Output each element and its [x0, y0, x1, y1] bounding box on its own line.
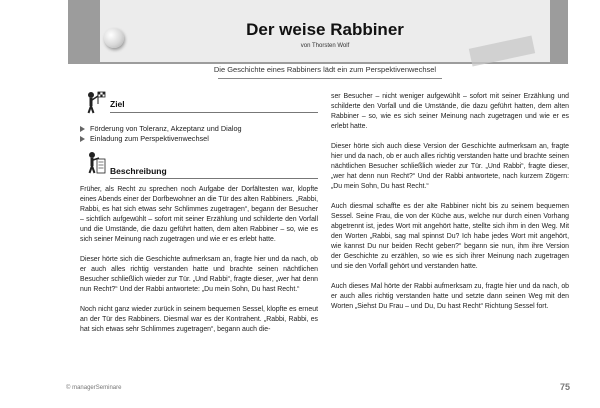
page-title: Der weise Rabbiner: [246, 20, 404, 39]
subtitle-rule: [218, 78, 442, 79]
paragraph: Dieser hörte sich die Geschichte aufmerksam an, fragte hier und da nach, ob er auch alles richtig verstanden hatte und brachte seinen nächtlichen Besucher schließlich wieder zur Tür. „Und Rabbi“, fragte dieser, „wer hat denn nun Recht?“ Und der Rabbi antwortete: „Du mein Sohn, Du hast Recht.“: [80, 256, 318, 293]
lecturer-figure-icon: [84, 150, 106, 174]
paragraph: Dieser hörte sich auch diese Version der Geschichte aufmerksam an, fragte hier und da nach, ob er auch alles richtig verstanden hatte und brachte seinen nächtlichen Besucher schließlich wieder zur Tür. „Und Rabbi“, fragte dieser, „wer hat denn nun Recht?“ Und der Rabbi antwortete, nach kurzem Zögern: „Du mein Sohn, Du hast Recht.“: [331, 143, 569, 190]
section-heading-ziel: Ziel: [110, 99, 125, 109]
right-column: [331, 92, 569, 322]
paragraph: ser Besucher – nicht weniger aufgewühlt – sofort mit seiner Erzählung und schilderte den Vorfall und die Umstände, die dazu geführt hatten, dem alten Rabbiner – so, wie es sich seiner Meinung nach zugetragen und wie er es erlebt hatte.: [331, 93, 569, 130]
paragraph: Früher, als Recht zu sprechen noch Aufgabe der Dorfältesten war, klopfte eines Abends einer der Dorfbewohner an die Tür des alten Rabbiners. „Rabbi, Rabbi, es hat sich etwas sehr Schlimmes zugetragen“, begann der Besucher – sichtlich aufgewühlt – sofort mit seiner Erzählung und schilderte den Vorfall und die Umstände, die dazu geführt hatten, dem alten Rabbiner – so, wie es sich seiner Meinung nach zugetragen und wie er es erlebt hatte.: [80, 186, 318, 243]
list-item: Einladung zum Perspektivenwechsel: [80, 134, 320, 144]
page-subtitle: Die Geschichte eines Rabbiners lädt ein zum Perspektivenwechsel: [213, 65, 437, 74]
paragraph: Auch diesmal schaffte es der alte Rabbiner nicht bis zu seinem bequemen Sessel. Seine Frau, die von der Küche aus, welche nur durch einen Vorhang abgetrennt ist, jedes Wort mit angehört hatte, stellte sich ihm in den Weg. Mit den Worten „Rabbi, sag mal spinnst Du? Ich habe jedes Wort mit angehört, wie kannst Du nur beiden Recht geben?“ begann sie nun, ihm ihre Version der Geschichte zu erzählen, so wie es sich ihrer Meinung nach zugetragen und sie den Vorfall gehört und verstanden hatte.: [331, 203, 569, 270]
section-rule-ziel: [110, 112, 318, 113]
ziel-list: [80, 124, 320, 144]
section-rule-beschreibung: [110, 178, 318, 179]
page-number: 75: [560, 382, 571, 392]
flag-figure-icon: [84, 90, 106, 114]
section-heading-beschreibung: Beschreibung: [110, 166, 167, 176]
list-item: Förderung von Toleranz, Akzeptanz und Dialog: [80, 124, 320, 134]
paragraph: Noch nicht ganz wieder zurück in seinem bequemen Sessel, klopfte es erneut an der Tür des Rabbiners. Diesmal war es der Kontrahent. „Rabbi, Rabbi, es hat sich etwas sehr Schlimmes zugetragen“, begann auch die-: [80, 306, 318, 333]
left-column: [80, 185, 318, 345]
paragraph: Auch dieses Mal hörte der Rabbi aufmerksam zu, fragte hier und da nach, ob er auch alles richtig verstanden hatte und setzte dann seinen Weg mit den Worten „Siehst Du Frau – und Du, Du hast Recht“ Richtung Sessel fort.: [331, 283, 569, 310]
footer-brand: © managerSeminare: [66, 385, 122, 391]
author-line: von Thorsten Wolf: [300, 43, 350, 49]
